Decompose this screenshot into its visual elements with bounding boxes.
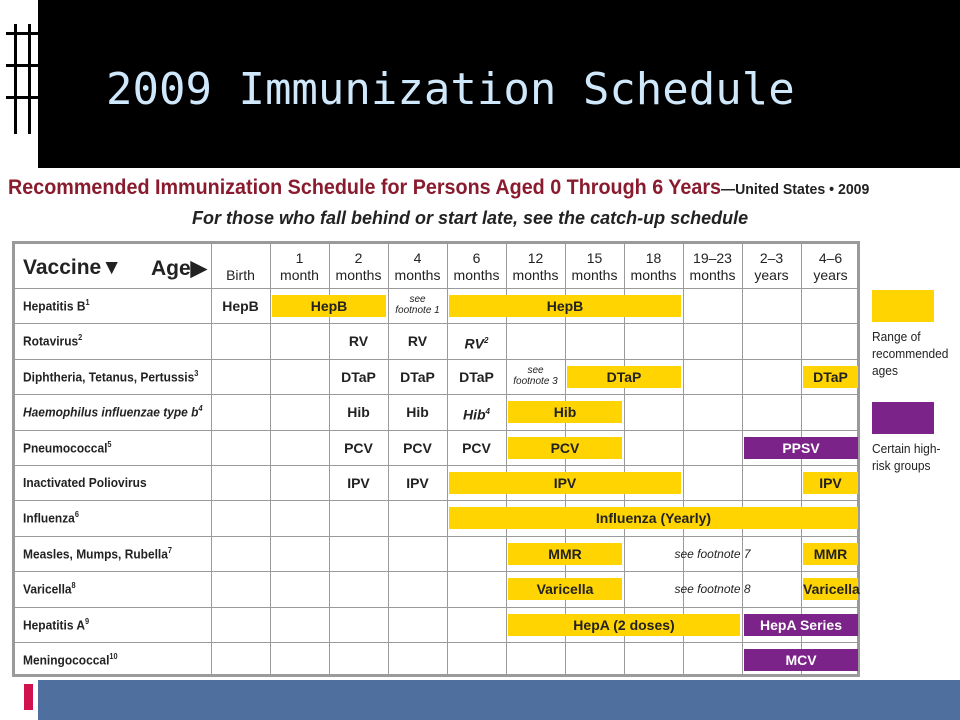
legend-label-recommended: Range of recommended ages — [872, 329, 949, 378]
footnote-note — [508, 365, 563, 387]
dose-label-text: RV — [348, 333, 369, 350]
dose-label — [390, 437, 445, 459]
vaccine-name — [23, 652, 118, 667]
vaccine-name-text: Inactivated Poliovirus — [23, 475, 147, 490]
dose-label-text: HepB — [222, 298, 259, 314]
age-header-line: 15 — [586, 250, 603, 266]
dose-label — [331, 472, 386, 494]
dose-label — [449, 330, 504, 352]
dose-label — [331, 330, 386, 352]
age-header — [624, 248, 683, 288]
grid-line-v — [742, 244, 743, 674]
age-header — [388, 248, 447, 288]
slide-footer — [38, 680, 960, 720]
footnote-note-line: footnote 1 — [395, 305, 440, 316]
vaccine-name-text: Influenza — [23, 510, 75, 526]
recommended-range-bar: IPV — [803, 472, 858, 494]
age-header-line: 4–6 — [818, 250, 843, 266]
age-header-line: 1 — [295, 250, 304, 266]
age-header-line: months — [453, 267, 500, 283]
age-header-line: years — [754, 267, 789, 283]
vaccine-name — [23, 440, 112, 455]
vaccine-name — [23, 475, 147, 490]
legend-label-high-risk: Certain high-risk groups — [872, 441, 941, 473]
age-header — [329, 248, 388, 288]
age-header-line: months — [571, 267, 618, 283]
footnote-marker: 2 — [78, 333, 83, 343]
lines-decoration-icon — [6, 24, 56, 134]
dose-label-text: Hib — [406, 404, 429, 421]
dose-label-text: IPV — [347, 475, 370, 491]
footnote-marker: 9 — [85, 616, 90, 626]
schedule-subheading: For those who fall behind or start late, see the catch-up schedule — [192, 208, 749, 228]
footnote-marker: 10 — [109, 652, 118, 661]
dose-label — [449, 401, 504, 423]
dose-label — [331, 437, 386, 459]
age-header — [506, 248, 565, 288]
recommended-range-bar: DTaP — [803, 366, 858, 388]
recommended-range-bar: Varicella — [508, 578, 622, 600]
age-column-header: Age▶ — [151, 257, 207, 280]
footnote-marker: 6 — [74, 510, 79, 520]
grid-line-v — [211, 244, 212, 674]
recommended-range-bar: DTaP — [567, 366, 681, 388]
age-header — [211, 248, 270, 288]
grid-line-v — [388, 244, 389, 674]
dose-label-text: PCV — [403, 439, 432, 456]
vaccine-name — [23, 298, 90, 313]
dose-label-text: Hib — [347, 404, 370, 421]
grid-line-h — [15, 500, 857, 501]
footnote-marker: 3 — [194, 368, 199, 378]
schedule-heading — [8, 176, 869, 200]
vaccine-name — [23, 581, 76, 596]
vaccine-name-text: Hepatitis A — [23, 616, 86, 632]
age-header-line: 2 — [354, 250, 363, 266]
vaccine-name — [23, 333, 82, 348]
footnote-marker: 4 — [198, 404, 203, 414]
dose-label-text: IPV — [406, 475, 429, 491]
vaccine-name-text: Diphtheria, Tetanus, Pertussis — [23, 369, 195, 385]
schedule-heading-suffix: —United States • 2009 — [721, 181, 870, 198]
vaccine-name — [23, 617, 89, 632]
dose-label-text: DTaP — [341, 368, 376, 385]
footnote-marker: 8 — [71, 581, 76, 591]
vaccine-column-header: Vaccine▼ — [23, 256, 123, 279]
header-decoration — [0, 0, 38, 168]
vaccine-name-text: Rotavirus — [23, 333, 79, 349]
footnote-marker: 2 — [484, 336, 489, 346]
recommended-range-bar: HepA (2 doses) — [508, 614, 740, 636]
age-header-line: months — [394, 267, 441, 283]
legend-swatch-recommended — [872, 290, 934, 322]
age-header-line: months — [689, 267, 736, 283]
footnote-note: see footnote 8 — [674, 582, 751, 597]
grid-line-h — [15, 465, 857, 466]
recommended-range-bar: HepB — [272, 295, 386, 317]
age-header — [447, 248, 506, 288]
vaccine-name-text: Meningococcal — [23, 652, 110, 668]
vaccine-name — [23, 510, 79, 525]
grid-line-v — [270, 244, 271, 674]
recommended-range-bar: MMR — [508, 543, 622, 565]
high-risk-bar: PPSV — [744, 437, 858, 459]
legend-swatch-high-risk — [872, 402, 934, 434]
footnote-note: see footnote 7 — [674, 546, 751, 561]
age-header-line: 18 — [645, 250, 662, 266]
age-header-line: 12 — [527, 250, 544, 266]
age-header-line: 2–3 — [759, 250, 784, 266]
dose-label — [390, 401, 445, 423]
dose-label-text: DTaP — [459, 368, 494, 385]
dose-label — [331, 401, 386, 423]
dose-label-text: DTaP — [400, 368, 435, 385]
age-header — [565, 248, 624, 288]
age-header-line: months — [630, 267, 677, 283]
dose-label-text: RV — [407, 333, 428, 350]
grid-line-v — [801, 244, 802, 674]
grid-line-v — [447, 244, 448, 674]
schedule-heading-text: Recommended Immunization Schedule for Persons Aged 0 Through 6 Years — [8, 176, 722, 199]
age-header — [270, 248, 329, 288]
grid-line-h — [15, 571, 857, 572]
grid-line-h — [15, 430, 857, 431]
footer-accent — [24, 684, 33, 710]
vaccine-name-text: Hepatitis B — [23, 298, 86, 314]
recommended-range-bar: HepB — [449, 295, 681, 317]
grid-line-h — [15, 323, 857, 324]
dose-label-text: RV — [464, 336, 484, 353]
age-header — [801, 248, 860, 288]
age-header-line: Birth — [226, 267, 255, 283]
dose-label — [449, 366, 504, 388]
grid-line-h — [15, 394, 857, 395]
immunization-schedule-table — [12, 241, 860, 677]
dose-label — [449, 437, 504, 459]
footnote-note-line: see — [527, 364, 544, 376]
grid-line-h — [15, 288, 857, 289]
footnote-note — [390, 294, 445, 316]
age-header — [742, 248, 801, 288]
footnote-marker: 7 — [167, 545, 172, 555]
vaccine-name — [23, 546, 172, 561]
grid-line-h — [15, 536, 857, 537]
recommended-range-bar: IPV — [449, 472, 681, 494]
dose-label — [331, 366, 386, 388]
grid-line-h — [15, 359, 857, 360]
recommended-range-bar: Hib — [508, 401, 622, 423]
dose-label-text: Hib — [462, 406, 486, 423]
recommended-range-bar: MMR — [803, 543, 858, 565]
age-header-line: 6 — [472, 250, 481, 266]
age-header — [683, 248, 742, 288]
footnote-marker: 4 — [485, 407, 490, 417]
vaccine-name-text: Haemophilus influenzae type b — [23, 404, 199, 420]
recommended-range-bar: PCV — [508, 437, 622, 459]
dose-label — [213, 295, 268, 317]
grid-line-h — [15, 607, 857, 608]
recommended-range-bar: Varicella — [803, 578, 858, 600]
age-header-line: 4 — [413, 250, 422, 266]
footnote-marker: 5 — [107, 439, 112, 449]
footnote-note-line: footnote 3 — [513, 375, 558, 387]
dose-label-text: PCV — [344, 439, 373, 456]
footnote-marker: 1 — [85, 298, 90, 307]
age-header-line: months — [512, 267, 559, 283]
slide-title: 2009 Immunization Schedule — [106, 64, 795, 115]
high-risk-bar: MCV — [744, 649, 858, 671]
vaccine-name — [23, 369, 198, 384]
dose-label — [390, 366, 445, 388]
age-header-line: years — [813, 267, 848, 283]
vaccine-name-text: Measles, Mumps, Rubella — [23, 546, 168, 562]
vaccine-name-text: Pneumococcal — [23, 439, 108, 455]
age-header-line: 19–23 — [693, 250, 732, 266]
recommended-range-bar: Influenza (Yearly) — [449, 507, 858, 529]
grid-line-v — [683, 244, 684, 674]
dose-label-text: PCV — [462, 439, 491, 456]
high-risk-bar: HepA Series — [744, 614, 858, 636]
footnote-note-line: see — [409, 294, 426, 305]
age-header-line: months — [335, 267, 382, 283]
vaccine-name-text: Varicella — [23, 581, 72, 597]
dose-label — [390, 330, 445, 352]
grid-line-h — [15, 642, 857, 643]
age-header-line: month — [280, 267, 319, 283]
dose-label — [390, 472, 445, 494]
vaccine-name — [23, 404, 203, 419]
